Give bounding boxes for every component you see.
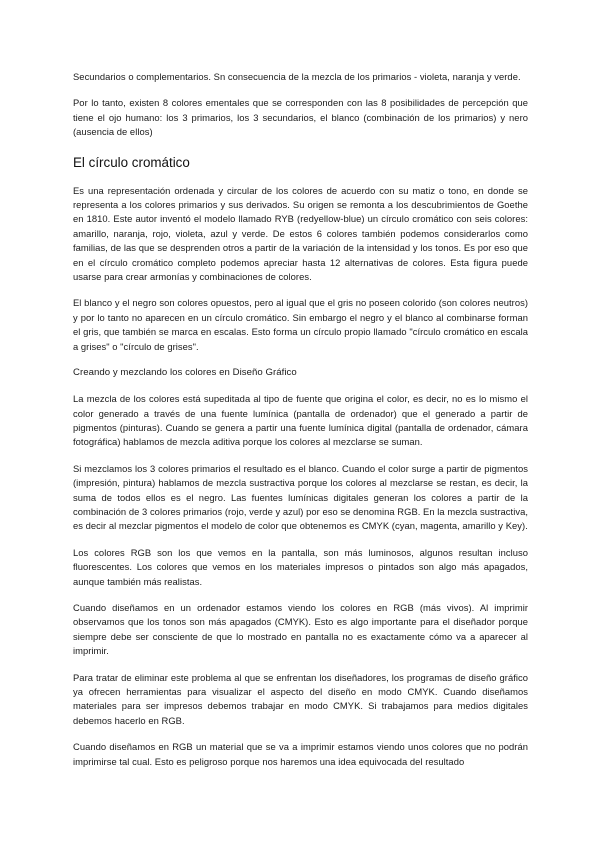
paragraph-representacion: Es una representación ordenada y circular de los colores de acuerdo con su matiz o tono, en donde se representa a los colores primarios y sus derivados. Su origen se remonta a los descubrimientos de Goethe en 1810. Este autor inventó el modelo llamado RYB (redyellow-blue) un círculo cromático con seis colores: amarillo, naranja, rojo, violeta, azul y verde. De estos 6 colores también podemos considerarlos como familias, de las que se desprenden otros a partir de la variación de la intensidad y los tonos. Es por eso que en el círculo cromático completo podemos apreciar hasta 12 alternativas de colores. Esta figura puede usarse para crear armonías y combinaciones de colores. [73, 184, 528, 283]
paragraph-eliminar-problema: Para tratar de eliminar este problema al que se enfrentan los diseñadores, los programas de diseño gráfico ya ofrecen herramientas para visualizar el aspecto del diseño en modo CMYK. Cuando diseñamos materiales para ser impresos debemos trabajar en modo CMYK. Si trabajamos para medios digitales debemos hacerlo en RGB. [73, 671, 528, 726]
paragraph-blanco-negro: El blanco y el negro son colores opuestos, pero al igual que el gris no poseen colorido (son colores neutros) y por lo tanto no aparecen en un círculo cromático. Sin embargo el negro y el blanco al combinarse forman el gris, que también se marca en escalas. Esto forma un círculo propio llamado "círculo cromático en escala a grises" o "círculo de grises". [73, 297, 528, 352]
paragraph-colores-rgb: Los colores RGB son los que vemos en la pantalla, son más luminosos, algunos resultan incluso fluorescentes. Los colores que vemos en los materiales impresos o pintados son algo más apagados, aunque también más realistas. [73, 546, 528, 587]
paragraph-mezcla-colores: La mezcla de los colores está supeditada al tipo de fuente que origina el color, es decir, no es lo mismo el color generado a través de una fuente lumínica (pantalla de ordenador) que el generado a partir de pigmentos (pinturas). Cuando se genera a partir una fuente lumínica digital (pantalla de ordenador, cámara fotográfica) hablamos de mezcla aditiva porque los colores al mezclarse se suman. [73, 393, 528, 448]
paragraph-secundarios: Secundarios o complementarios. Sn consecuencia de la mezcla de los primarios - violeta, naranja y verde. [73, 71, 521, 82]
document-page [73, 70, 528, 769]
paragraph-por-lo-tanto: Por lo tanto, existen 8 colores ementales que se corresponden con las 8 posibilidades de percepción que tiene el ojo humano: los 3 primarios, los 3 secundarios, el blanco (combinación de los primarios) y nero (ausencia de ellos) [73, 97, 528, 138]
paragraph-colores-primarios: Si mezclamos los 3 colores primarios el resultado es el blanco. Cuando el color surge a partir de pigmentos (impresión, pintura) hablamos de mezcla sustractiva porque los colores al mezclarse se restan, es decir, la suma de todos ellos es el negro. Las fuentes lumínicas digitales generan los colores a partir de la combinación de 3 colores primarios (rojo, verde y azul) por eso se denomina RGB. En la mezcla sustractiva, es decir al mezclar pigmentos el modelo de color que obtenemos es CMYK (cyan, magenta, amarillo y Key). [73, 462, 528, 532]
paragraph-disenamos-rgb: Cuando diseñamos en RGB un material que se va a imprimir estamos viendo unos colores que no podrán imprimirse tal cual. Esto es peligroso porque nos haremos una idea equivocada del resultado [73, 741, 528, 767]
heading-circulo-cromatico: El círculo cromático [73, 154, 190, 170]
subheading-creando-mezclando: Creando y mezclando los colores en Diseño Gráfico [73, 367, 297, 379]
paragraph-disenamos-ordenador: Cuando diseñamos en un ordenador estamos viendo los colores en RGB (más vivos). Al imprimir observamos que los tonos son más apagados (CMYK). Esto es algo importante para el diseñador porque siempre debe ser consciente de que lo mostrado en pantalla no es exactamente cómo va a aparecer al imprimir. [73, 601, 528, 657]
